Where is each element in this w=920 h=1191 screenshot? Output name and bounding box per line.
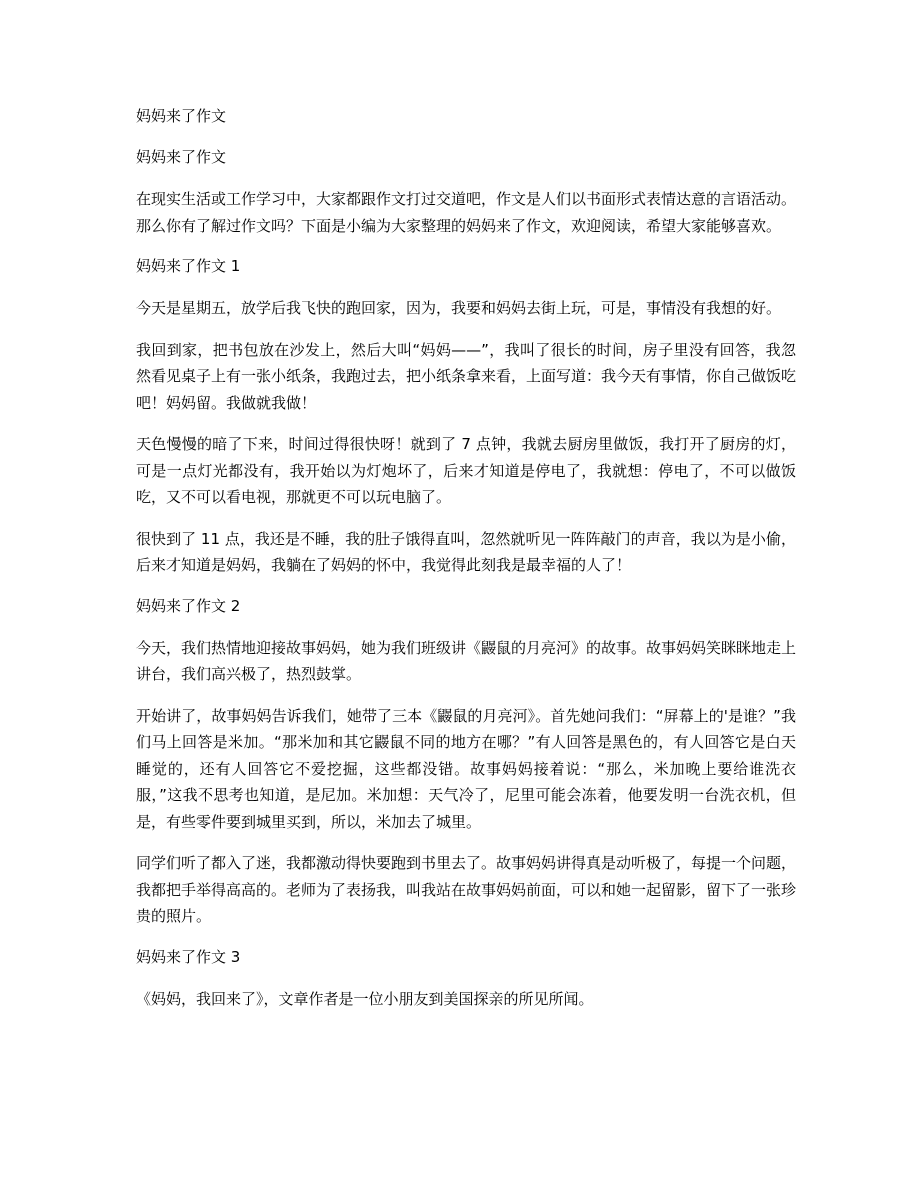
intro-paragraph: 在现实生活或工作学习中，大家都跟作文打过交道吧，作文是人们以书面形式表情达意的言语活动。那么你有了解过作文吗？下面是小编为大家整理的妈妈来了作文，欢迎阅读，希望大家能够喜欢。 [136,190,797,235]
paragraph: 《妈妈，我回来了》，文章作者是一位小朋友到美国探亲的所见所闻。 [136,989,594,1008]
document-page [136,104,796,1012]
document-subtitle: 妈妈来了作文 [136,148,227,166]
section-heading: 妈妈来了作文 2 [136,596,241,615]
paragraph: 今天，我们热情地迎接故事妈妈，她为我们班级讲《鼹鼠的月亮河》的故事。故事妈妈笑眯眯地走上讲台，我们高兴极了，热烈鼓掌。 [136,638,797,683]
section-heading: 妈妈来了作文 3 [136,947,241,966]
paragraph: 很快到了 11 点，我还是不睡，我的肚子饿得直叫，忽然就听见一阵阵敲门的声音，我以为是小偷，后来才知道是妈妈，我躺在了妈妈的怀中，我觉得此刻我是最幸福的人了！ [136,529,796,574]
paragraph: 开始讲了，故事妈妈告诉我们，她带了三本《鼹鼠的月亮河》。首先她问我们：“屏幕上的'是谁？”我们马上回答是米加。“那米加和其它鼹鼠不同的地方在哪？”有人回答是黑色的，有人回答它是白天睡觉的，还有人回答它不爱挖掘，这些都没错。故事妈妈接着说：“那么，米加晚上要给谁洗衣服，”这我不思考也知道，是尼加。米加想：天气冷了，尼里可能会冻着，他要发明一台洗衣机，但是，有些零件要到城里买到，所以，米加去了城里。 [136,706,796,831]
paragraph: 天色慢慢的暗了下来，时间过得很快呀！就到了 7 点钟，我就去厨房里做饭，我打开了厨房的灯，可是一点灯光都没有，我开始以为灯炮坏了，后来才知道是停电了，我就想：停电了，不可以做饭吃，又不可以看电视，那就更不可以玩电脑了。 [136,435,796,506]
paragraph: 同学们听了都入了迷，我都激动得快要跑到书里去了。故事妈妈讲得真是动听极了，每提一个问题，我都把手举得高高的。老师为了表扬我，叫我站在故事妈妈前面，可以和她一起留影，留下了一张珍贵的照片。 [136,854,797,925]
section-heading: 妈妈来了作文 1 [136,257,241,275]
paragraph: 我回到家，把书包放在沙发上，然后大叫“妈妈——”，我叫了很长的时间，房子里没有回答，我忽然看见桌子上有一张小纸条，我跑过去，把小纸条拿来看，上面写道：我今天有事情，你自己做饭吃吧！妈妈留。我做就我做！ [136,340,797,412]
paragraph: 今天是星期五，放学后我飞快的跑回家，因为，我要和妈妈去街上玩，可是，事情没有我想的好。 [136,299,782,317]
document-title: 妈妈来了作文 [136,107,227,125]
